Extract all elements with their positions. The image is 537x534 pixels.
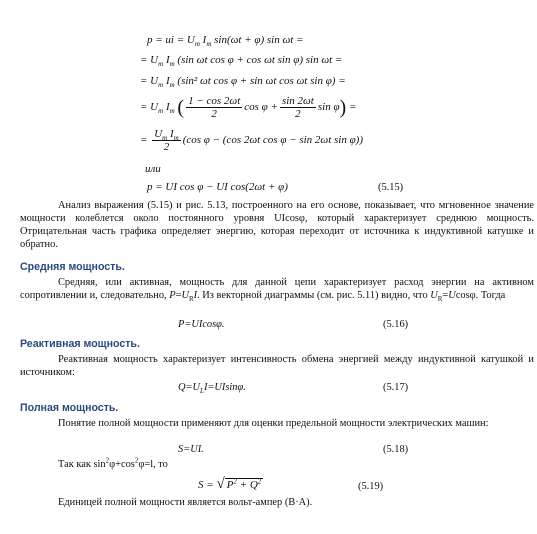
eq-line-1-a: p = ui = U <box>147 34 195 46</box>
eq-number-5-18: (5.18) <box>383 444 409 455</box>
analysis-paragraph: Анализ выражения (5.15) и рис. 5.13, построенного на его основе, показывает, что мгновенное значение мощности колеблется около постоянного уровня UIcosφ, который характеризует среднюю мощность. Отрицательная часть графика определяет энергию, которая переходит от источника к индуктивной катушке и обратно. <box>20 200 534 250</box>
formula-5-16: P=UIcosφ. <box>178 319 225 330</box>
eq-line-2: = $U_m$ $I_m$ (sin ωt cos φ + cos ωt sin φ) sin ωt = <box>140 54 343 69</box>
eq4-end: sin φ <box>317 101 340 114</box>
formula-5-17: $Q=U_LI=UIsin\varphi$. <box>178 382 246 396</box>
eq4-num2: sin 2ωt <box>281 95 314 107</box>
eq-line-1-b: sin(ωt + φ) sin ωt = <box>211 34 304 46</box>
eq4-den2: 2 <box>295 108 301 120</box>
eq4-mid: cos φ + <box>244 101 278 114</box>
eq4-num1: 1 − cos 2ωt <box>188 95 241 107</box>
eq-line-4: = $U_m$ $I_m$ ( $\frac{1 - \cos 2\omega t}{2}$ cos φ + $\frac{\sin 2\omega t}{2}$ sin φ) = <box>140 95 357 120</box>
average-power-text: Средняя, или активная, мощность для данной цепи характеризует расход энергии на активном сопротивлении и, следовательно, $P=U_RI$. Из векторной диаграммы (см. рис. 5.11) видно, что $U_R=Ucos\varphi$. Тогда <box>20 277 534 304</box>
eq-number-5-16: (5.16) <box>383 319 409 330</box>
heading-average-power: Средняя мощность. <box>20 261 125 273</box>
eq-number-5-19: (5.19) <box>358 481 384 492</box>
eq-number-5-17: (5.17) <box>383 382 409 393</box>
or-word: или <box>145 163 161 175</box>
since-line: Так как $\sin^2\varphi+\cos^2\varphi=l$, то <box>58 456 168 470</box>
eq5-den: 2 <box>163 141 170 153</box>
eq-number-5-15: (5.15) <box>378 182 404 193</box>
reactive-power-text: Реактивная мощность характеризует интенсивность обмена энергией между индуктивной катушкой и источником: <box>20 354 534 378</box>
s-lhs: S = <box>198 479 214 491</box>
formula-5-19: S = √ $P^2 + Q^2$ <box>198 476 262 492</box>
unit-line: Единицей полной мощности является вольт-ампер (В·А). <box>58 497 313 508</box>
eq-line-5: = $\frac{U_m I_m}{2}$ (cos φ − (cos 2ωt cos φ − sin 2ωt sin φ)) <box>140 128 364 153</box>
eq-final: p = UI cos φ − UI cos(2ωt + φ) <box>147 181 288 193</box>
eq-line-1: p = ui = $U_m$ $I_m$ sin(ωt + φ) sin ωt = <box>147 34 304 49</box>
apparent-power-text: Понятие полной мощности применяют для оценки предельной мощности электрических машин: <box>58 418 489 429</box>
heading-reactive-power: Реактивная мощность. <box>20 338 140 350</box>
eq5-body: (cos φ − (cos 2ωt cos φ − sin 2ωt sin φ)) <box>182 134 364 147</box>
eq-line-3-body: (sin² ωt cos φ + sin ωt cos ωt sin φ) = <box>174 75 346 87</box>
formula-5-18: S=UI. <box>178 444 204 455</box>
heading-apparent-power: Полная мощность. <box>20 402 119 414</box>
eq-line-2-body: (sin ωt cos φ + cos ωt sin φ) sin ωt = <box>174 54 343 66</box>
eq4-den1: 2 <box>211 108 217 120</box>
eq-line-3: = $U_m$ $I_m$ (sin² ωt cos φ + sin ωt cos ωt sin φ) = <box>140 75 346 90</box>
